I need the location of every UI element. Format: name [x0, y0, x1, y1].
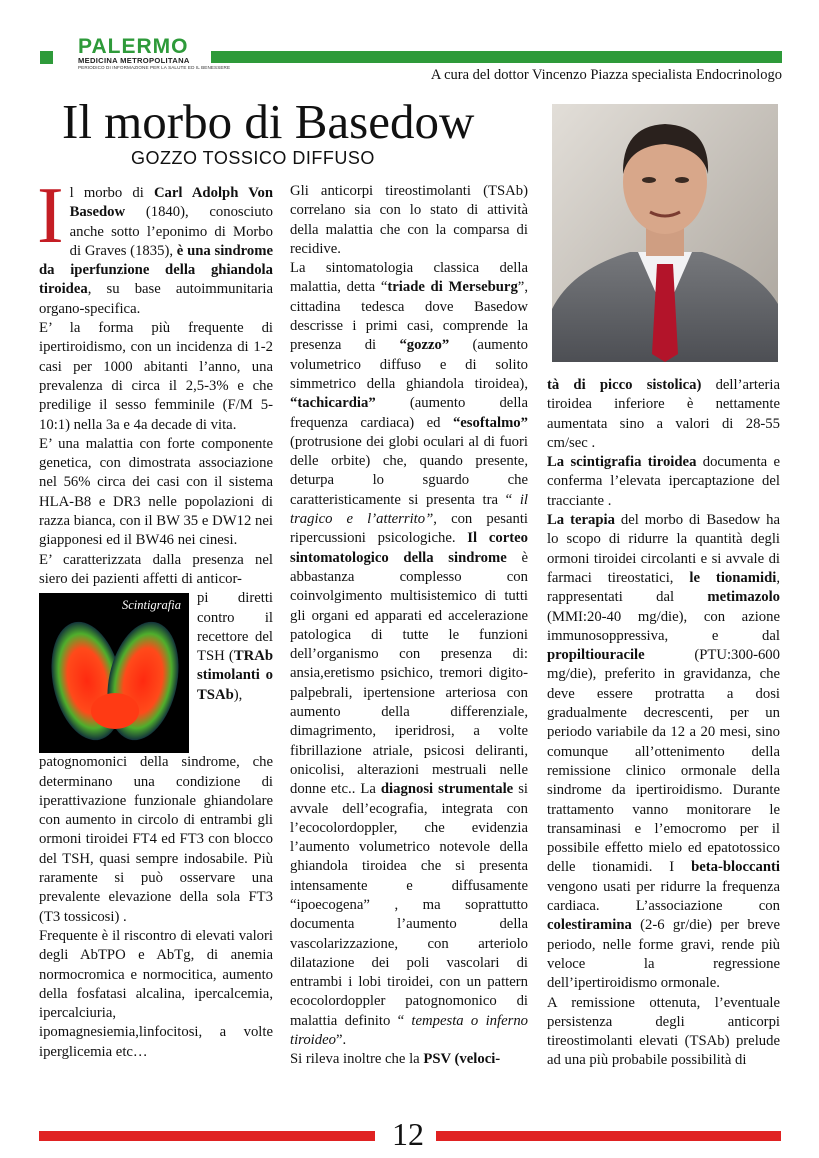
byline: A cura del dottor Vincenzo Piazza specialista Endocrinologo [430, 67, 782, 83]
footer-red-bar-right [436, 1131, 781, 1141]
scintigraphy-image [39, 593, 189, 753]
article-column-2: Gli anticorpi tireostimolanti (TSAb) correlano sia con lo stato di attività della malattia che con la comparsa di recidive. La sintomatologia classica della malattia, detta “triade di Merseburg”, cittadina tedesca dove Basedow descrisse i primi casi, comprende la presenza di “gozzo” (aumento volumetrico diffuso e di solito simmetrico della ghiandola tiroidea), “tachicardia” (aumento della frequenza cardiaca) ed “esoftalmo” (protrusione dei globi oculari al di fuori delle orbite) che, quando presente, deturpa lo sguardo che caratteristicamente si presenta tra “ il tragico e l’atterrito”, con pesanti ripercussioni psicologiche. Il corteo sintomatologico della sindrome è abbastanza complesso con coinvolgimento multisistemico di tutti gli organi ed apparati ed accelerazione patologica di tutte le funzioni dell’organismo con presenza di: ansia,eretismo psichico, tremori digito-palpebrali, ipertensione arteriosa con aumento della differenziale, dimagrimento, iperidrosi, a volte fibrillazione atriale, psicosi deliranti, onicolisi, alterazioni mestruali nelle donne etc.. La diagnosi strumentale si avvale dell’ecografia, integrata con l’ecocolordoppler, che evidenzia l’aumento volumetrico notevole della ghiandola tiroidea che si presenta intensamente e diffusamente “ipoecogena” , ma soprattutto documenta l’aumento della vascolarizzazione, con arteriolo dilatazione dei poli vascolari di entrambi i lobi tiroidei, con un pattern ecocolordoppler patognomonico di malattia definito “ tempesta o inferno tiroideo”. Si rileva inoltre che la PSV (veloci- [290, 183, 529, 1068]
article-subtitle: GOZZO TOSSICO DIFFUSO [131, 148, 375, 168]
header-green-square-icon [40, 51, 53, 64]
header-green-bar [211, 51, 782, 63]
article-title: Il morbo di Basedow [62, 94, 475, 149]
logo-subtitle: MEDICINA METROPOLITANA [78, 56, 190, 65]
article-column-1: I l morbo di Carl Adolph Von Basedow (1840), conosciuto anche sotto l’eponimo di Morbo di Graves (1835), è una sindrome da iperfunzione della ghiandola tiroidea, su base autoimmunitaria organo-specifica. E’ la forma più frequente di ipertiroidismo, con un incidenza di 1-2 casi per 1000 abitanti l’anno, una prevalenza di circa il 2,5-3% e che predilige il sesso femminile (F/M 5-10:1) nella 3a e 4a decade di vita. E’ una malattia con forte componente genetica, con dimostrata associazione nel 56% circa dei casi con il sistema HLA-B8 e DR3 nelle popolazioni di razza bianca, con il BW 35 e DW12 nei giapponesi ed il BW46 nei cinesi. E’ caratterizzata dalla presenza nel siero dei pazienti affetti di anticor- Scintigrafia pi diretti contro il recettore del TSH (TRAb stimolanti o TSAb), patognomonici della sindrome, che determinano una condizione di iperattivazione funzionale ghiandolare con aumento in circolo di entrambi gli ormoni tiroidei FT4 ed FT3 con blocco del TSH, quasi sempre indosabile. Più raramente si può osservare una prevalente elevazione della sola FT3 (T3 tossicosi) . Frequente è il riscontro di elevati valori degli AbTPO e AbTg, di anemia normocromica e normocitica, aumento della fosfatasi alcalina, ipercalcemia, ipercalciuria, ipomagnesiemia,linfocitosi, a volte iperglicemia etc… [37, 172, 274, 1060]
page-number: 12 [392, 1116, 424, 1152]
scintigraphy-label: Scintigrafia [121, 598, 181, 613]
author-photo [552, 104, 778, 362]
logo-title: PALERMO [78, 35, 189, 58]
logo-tagline: PERIODICO DI INFORMAZIONE PER LA SALUTE ED IL BENESSERE [78, 65, 231, 70]
dropcap: I [37, 172, 64, 260]
footer-red-bar-left [39, 1131, 375, 1141]
article-column-3: tà di picco sistolica) dell’arteria tiroidea inferiore è nettamente aumentata sino a valori di 28-55 cm/sec . La scintigrafia tiroidea documenta e conferma l’elevata ipercaptazione del tracciante . La terapia del morbo di Basedow ha lo scopo di ridurre la quantità degli ormoni tiroidei circolanti e si avvale di farmaci tireostatici, le tionamidi, rappresentati dal metimazolo (MMI:20-40 mg/die), con azione immunosoppressiva, e dal propiltiouracile (PTU:300-600 mg/die), preferito in gravidanza, che deve essere protratta a dosi gradualmente decrescenti, per un periodo variabile da 12 a 20 mesi, sino comunque all’ottenimento della remissione clinico ormonale della sindrome da ipertiroidismo. Durante trattamento vanno monitorare le transaminasi e l’emocromo per il possibile effetto mielo ed epatotossico delle tionamidi. I beta-bloccanti vengono usati per ridurre la frequenza cardiaca. L’associazione con colestiramina (2-6 gr/die) per breve periodo, nelle forme gravi, rende più veloce la regressione dell’ipertiroidismo ormonale. A remissione ottenuta, l’eventuale persistenza degli anticorpi tireostimolanti elevati (TSAb) prelude ad una più probabile possibilità di [547, 377, 780, 1069]
